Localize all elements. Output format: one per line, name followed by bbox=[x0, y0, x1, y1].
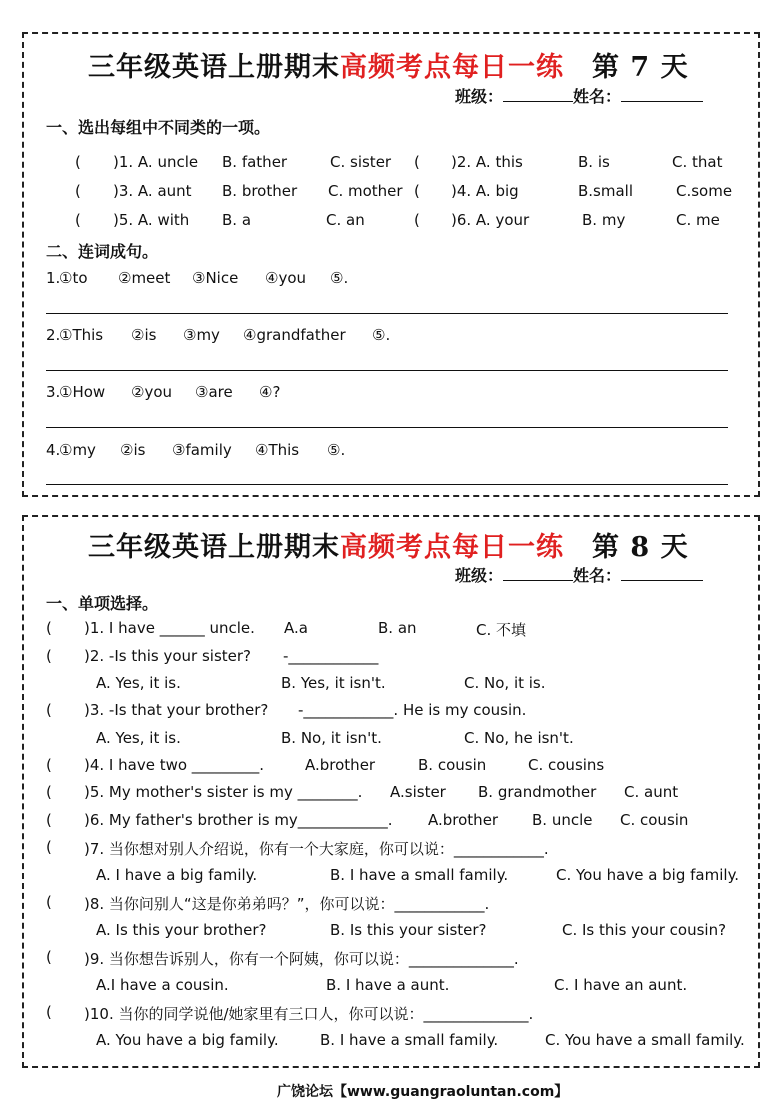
answer-line[interactable] bbox=[46, 427, 728, 428]
option-c: C. You have a small family. bbox=[545, 1031, 745, 1049]
option-b: B. my bbox=[582, 211, 626, 229]
option-c: C. I have an aunt. bbox=[554, 976, 688, 994]
option-a: )1. A. uncle bbox=[113, 153, 199, 171]
answer-line[interactable] bbox=[46, 370, 728, 371]
answer-bracket[interactable]: ( bbox=[414, 182, 420, 200]
option-c: C. 不填 bbox=[476, 621, 527, 639]
option-b: B. I have a small family. bbox=[330, 866, 509, 884]
option-b: B. is bbox=[578, 153, 610, 171]
day8-class-name-row bbox=[455, 563, 703, 586]
answer-bracket[interactable]: ( bbox=[46, 619, 52, 637]
answer-bracket[interactable]: ( bbox=[46, 1003, 52, 1021]
option-b: B. cousin bbox=[418, 756, 487, 774]
answer-bracket[interactable]: ( bbox=[46, 948, 52, 966]
word-chip: ①to bbox=[59, 269, 88, 287]
option-b: B. uncle bbox=[532, 811, 593, 829]
day7-section2-heading: 二、连词成句。 bbox=[46, 242, 159, 261]
option-c: C. an bbox=[326, 211, 365, 229]
sentence-number: 4. bbox=[46, 441, 61, 459]
word-chip: ②is bbox=[131, 326, 157, 344]
day7-section1-heading: 一、选出每组中不同类的一项。 bbox=[46, 118, 271, 137]
word-chip: ③Nice bbox=[192, 269, 239, 287]
option-a: A. You have a big family. bbox=[96, 1031, 279, 1049]
answer-bracket[interactable]: ( bbox=[46, 701, 52, 719]
answer-bracket[interactable]: ( bbox=[75, 153, 81, 171]
day7-class-blank[interactable] bbox=[503, 85, 573, 102]
option-a: )3. A. aunt bbox=[113, 182, 192, 200]
sentence-number: 1. bbox=[46, 269, 61, 287]
option-a: A. Yes, it is. bbox=[96, 729, 181, 747]
option-a: A.I have a cousin. bbox=[96, 976, 229, 994]
option-a: A.a bbox=[284, 619, 308, 637]
word-chip: ⑤. bbox=[330, 269, 349, 287]
day7-title bbox=[88, 45, 689, 84]
day8-title-red: 高频考点每日一练 bbox=[340, 532, 564, 563]
option-a: )4. A. big bbox=[451, 182, 519, 200]
question-stem: )6. My father's brother is my____________. bbox=[84, 811, 393, 829]
word-chip: ⑤. bbox=[327, 441, 346, 459]
answer-line[interactable] bbox=[46, 484, 728, 485]
word-chip: ④you bbox=[265, 269, 307, 287]
word-chip: ①How bbox=[59, 383, 106, 401]
option-b: B. I have a small family. bbox=[320, 1031, 499, 1049]
word-chip: ②meet bbox=[118, 269, 171, 287]
answer-bracket[interactable]: ( bbox=[414, 211, 420, 229]
word-chip: ③my bbox=[183, 326, 220, 344]
word-chip: ②is bbox=[120, 441, 146, 459]
option-b: B.small bbox=[578, 182, 634, 200]
option-a: A.brother bbox=[428, 811, 499, 829]
option-c: C. cousin bbox=[620, 811, 689, 829]
option-a: A. I have a big family. bbox=[96, 866, 258, 884]
question-stem: )4. I have two _________. bbox=[84, 756, 265, 774]
question-stem: )2. -Is this your sister? bbox=[84, 647, 252, 665]
answer-bracket[interactable]: ( bbox=[75, 182, 81, 200]
word-chip: ④This bbox=[255, 441, 300, 459]
answer-bracket[interactable]: ( bbox=[46, 811, 52, 829]
answer-bracket[interactable]: ( bbox=[46, 783, 52, 801]
word-chip: ③are bbox=[195, 383, 233, 401]
day7-name-label: 姓名： bbox=[573, 87, 622, 106]
option-b: B. brother bbox=[222, 182, 298, 200]
answer-blank[interactable]: -____________ bbox=[283, 647, 379, 665]
day8-title bbox=[88, 525, 689, 564]
question-stem: )1. I have ______ uncle. bbox=[84, 619, 255, 637]
option-c: C. No, he isn't. bbox=[464, 729, 574, 747]
day8-class-blank[interactable] bbox=[503, 564, 573, 581]
day7-name-blank[interactable] bbox=[621, 85, 703, 102]
option-a: A.brother bbox=[305, 756, 376, 774]
question-stem: )3. -Is that your brother? bbox=[84, 701, 269, 719]
footer-source: 广饶论坛【www.guangraoluntan.com】 bbox=[277, 1084, 569, 1100]
word-chip: ③family bbox=[172, 441, 232, 459]
word-chip: ①This bbox=[59, 326, 104, 344]
question-stem: )9. 当你想告诉别人，你有一个阿姨，你可以说：______________. bbox=[84, 950, 519, 968]
option-c: C. sister bbox=[330, 153, 392, 171]
option-c: C. me bbox=[676, 211, 720, 229]
option-a: A. Is this your brother? bbox=[96, 921, 267, 939]
word-chip: ④grandfather bbox=[243, 326, 346, 344]
day8-name-label: 姓名： bbox=[573, 566, 622, 585]
option-a: )5. A. with bbox=[113, 211, 190, 229]
answer-bracket[interactable]: ( bbox=[46, 893, 52, 911]
question-stem: )5. My mother's sister is my ________. bbox=[84, 783, 363, 801]
question-stem: )10. 当你的同学说他/她家里有三口人，你可以说：______________. bbox=[84, 1005, 534, 1023]
question-stem: )8. 当你问别人“这是你弟弟吗？”，你可以说：____________. bbox=[84, 895, 490, 913]
option-b: B. a bbox=[222, 211, 252, 229]
option-c: C. cousins bbox=[528, 756, 605, 774]
option-b: B. Yes, it isn't. bbox=[281, 674, 386, 692]
word-chip: ②you bbox=[131, 383, 173, 401]
answer-bracket[interactable]: ( bbox=[46, 647, 52, 665]
question-stem: )7. 当你想对别人介绍说，你有一个大家庭，你可以说：____________. bbox=[84, 840, 549, 858]
answer-bracket[interactable]: ( bbox=[46, 838, 52, 856]
option-c: C. mother bbox=[328, 182, 403, 200]
day7-class-label: 班级： bbox=[455, 87, 504, 106]
option-a: )6. A. your bbox=[451, 211, 530, 229]
day8-day-label: 第 8 天 bbox=[592, 532, 689, 563]
option-c: C. No, it is. bbox=[464, 674, 546, 692]
day8-class-label: 班级： bbox=[455, 566, 504, 585]
day7-title-black: 三年级英语上册期末 bbox=[88, 52, 340, 83]
option-a: A.sister bbox=[390, 783, 446, 801]
word-chip: ①my bbox=[59, 441, 96, 459]
day7-title-red: 高频考点每日一练 bbox=[340, 52, 564, 83]
option-b: B. grandmother bbox=[478, 783, 597, 801]
option-a: A. Yes, it is. bbox=[96, 674, 181, 692]
sentence-number: 2. bbox=[46, 326, 61, 344]
sentence-number: 3. bbox=[46, 383, 61, 401]
day8-title-black: 三年级英语上册期末 bbox=[88, 532, 340, 563]
option-c: C. You have a big family. bbox=[556, 866, 740, 884]
day8-section1-heading: 一、单项选择。 bbox=[46, 594, 159, 613]
option-b: B. an bbox=[378, 619, 417, 637]
option-b: B. I have a aunt. bbox=[326, 976, 450, 994]
word-chip: ④? bbox=[259, 383, 281, 401]
option-a: )2. A. this bbox=[451, 153, 523, 171]
option-c: C. Is this your cousin? bbox=[562, 921, 727, 939]
option-c: C. aunt bbox=[624, 783, 679, 801]
option-b: B. Is this your sister? bbox=[330, 921, 487, 939]
answer-blank[interactable]: -____________. He is my cousin. bbox=[298, 701, 527, 719]
answer-bracket[interactable]: ( bbox=[414, 153, 420, 171]
day8-name-blank[interactable] bbox=[621, 564, 703, 581]
option-c: C.some bbox=[676, 182, 733, 200]
day7-class-name-row bbox=[455, 84, 703, 107]
answer-bracket[interactable]: ( bbox=[75, 211, 81, 229]
option-b: B. father bbox=[222, 153, 288, 171]
option-c: C. that bbox=[672, 153, 723, 171]
answer-line[interactable] bbox=[46, 313, 728, 314]
day7-day-label: 第 7 天 bbox=[592, 52, 689, 83]
answer-bracket[interactable]: ( bbox=[46, 756, 52, 774]
word-chip: ⑤. bbox=[372, 326, 391, 344]
option-b: B. No, it isn't. bbox=[281, 729, 382, 747]
